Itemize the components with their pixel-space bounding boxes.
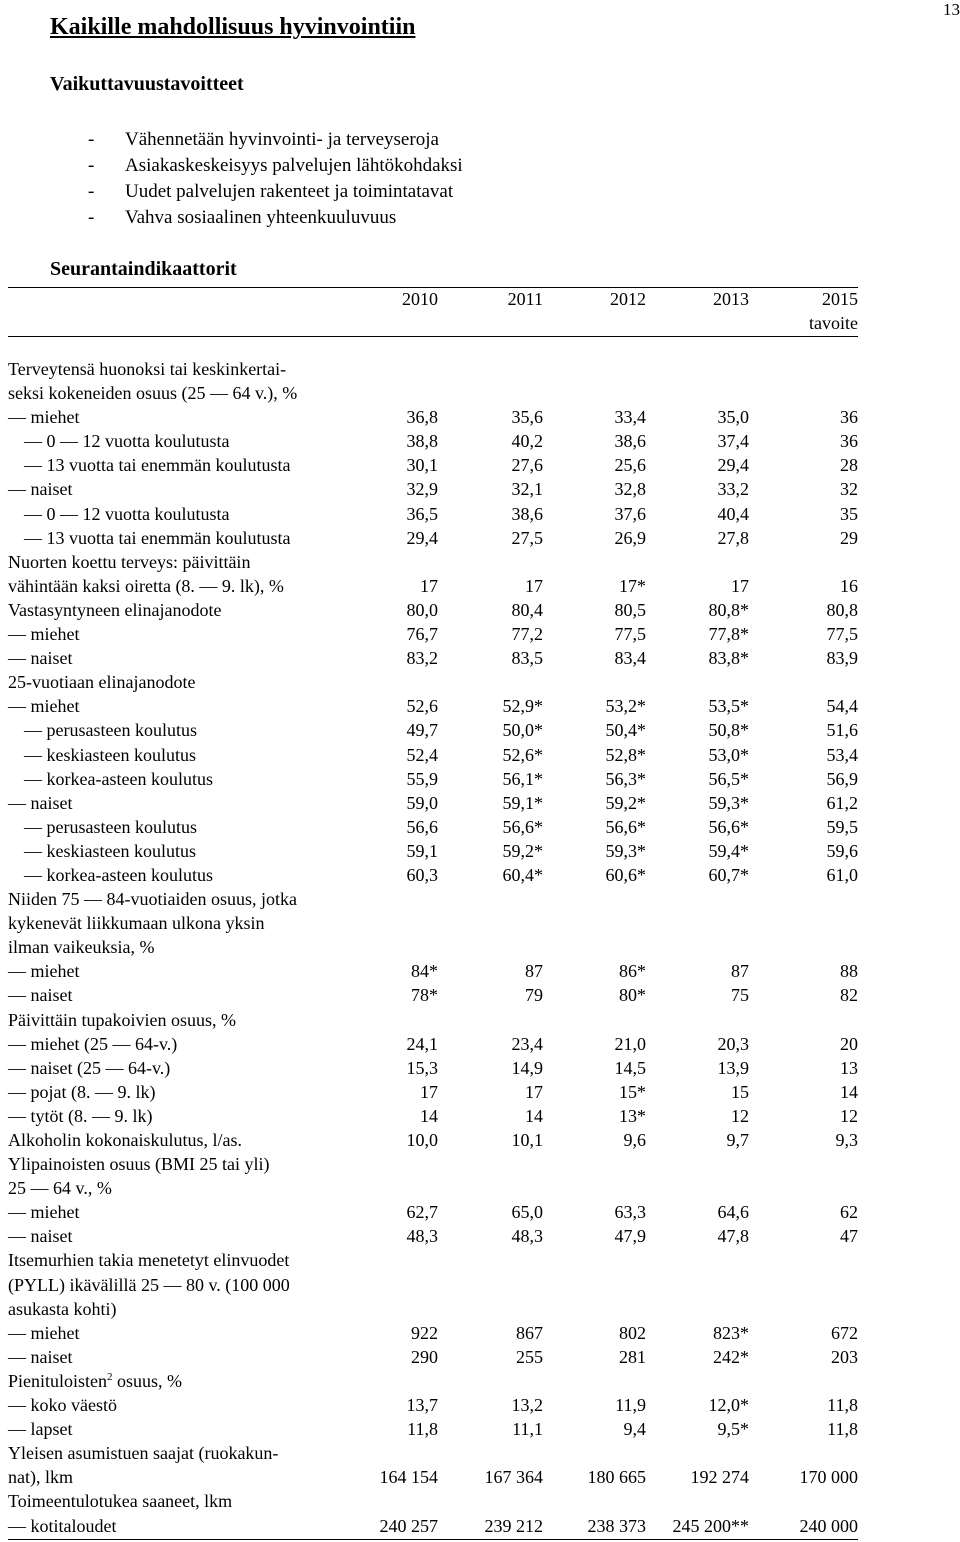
value-cell: 53,5* [708, 696, 749, 717]
value-cell: 56,6 [406, 816, 438, 837]
value-cell: 56,6* [708, 816, 749, 837]
row-label: — miehet [8, 624, 80, 645]
value-cell: 203 [831, 1346, 858, 1367]
value-cell: 86* [619, 961, 646, 982]
value-cell: 15,3 [406, 1057, 438, 1078]
value-cell: 80,4 [511, 599, 543, 620]
value-cell: 12 [731, 1105, 749, 1126]
value-cell: 51,6 [826, 720, 858, 741]
table-row [8, 598, 858, 622]
row-label: Yleisen asumistuen saajat (ruokakun- [8, 1443, 279, 1464]
value-cell: 40,4 [717, 503, 749, 524]
value-cell: 79 [525, 985, 543, 1006]
table-row [8, 767, 858, 791]
indicators-heading: Seurantaindikaattorit [50, 258, 237, 280]
value-cell: 29 [840, 527, 858, 548]
row-label: nat), lkm [8, 1467, 73, 1488]
row-label: — miehet [8, 1322, 80, 1343]
row-label: (PYLL) ikävälillä 25 — 80 v. (100 000 [8, 1274, 290, 1295]
value-cell: 62,7 [406, 1202, 438, 1223]
value-cell: 29,4 [406, 527, 438, 548]
row-label: Nuorten koettu terveys: päivittäin [8, 551, 251, 572]
value-cell: 56,3* [605, 768, 646, 789]
value-cell: 14,5 [614, 1057, 646, 1078]
impact-goals-heading: Vaikuttavuustavoitteet [50, 73, 244, 95]
value-cell: 32,8 [614, 479, 646, 500]
value-cell: 83,8* [708, 648, 749, 669]
value-cell: 88 [840, 961, 858, 982]
value-cell: 14 [420, 1105, 438, 1126]
value-cell: 164 154 [379, 1467, 438, 1488]
table-row [8, 911, 858, 935]
table-row [8, 1032, 858, 1056]
row-label: Niiden 75 — 84-vuotiaiden osuus, jotka [8, 889, 297, 910]
impact-goals-list [88, 127, 463, 231]
column-header-2015-target: 2015 tavoite [809, 289, 858, 333]
value-cell: 170 000 [799, 1467, 858, 1488]
value-cell: 47,8 [717, 1226, 749, 1247]
row-label: 25-vuotiaan elinajanodote [8, 672, 196, 693]
row-label: — perusasteen koulutus [24, 816, 197, 837]
table-row [8, 1465, 858, 1489]
value-cell: 56,9 [826, 768, 858, 789]
value-cell: 14 [840, 1081, 858, 1102]
value-cell: 167 364 [484, 1467, 543, 1488]
value-cell: 29,4 [717, 455, 749, 476]
value-cell: 922 [411, 1322, 438, 1343]
value-cell: 59,2* [605, 792, 646, 813]
value-cell: 60,7* [708, 864, 749, 885]
value-cell: 36,5 [406, 503, 438, 524]
row-label: — korkea-asteen koulutus [24, 864, 213, 885]
value-cell: 52,4 [406, 744, 438, 765]
value-cell: 15 [731, 1081, 749, 1102]
value-cell: 11,9 [615, 1395, 646, 1416]
row-label: — lapset [8, 1419, 73, 1440]
value-cell: 55,9 [406, 768, 438, 789]
value-cell: 672 [831, 1322, 858, 1343]
table-row [8, 477, 858, 501]
value-cell: 32,1 [511, 479, 543, 500]
row-label: kykenevät liikkumaan ulkona yksin [8, 913, 265, 934]
row-label: — 13 vuotta tai enemmän koulutusta [24, 527, 291, 548]
value-cell: 17 [420, 575, 438, 596]
value-cell: 52,6 [406, 696, 438, 717]
value-cell: 13,2 [511, 1395, 543, 1416]
value-cell: 50,4* [605, 720, 646, 741]
value-cell: 77,2 [511, 624, 543, 645]
value-cell: 192 274 [690, 1467, 749, 1488]
table-row [8, 1224, 858, 1248]
table-row [8, 1345, 858, 1369]
row-label: — miehet [8, 1202, 80, 1223]
row-label: Toimeentulotukea saaneet, lkm [8, 1491, 233, 1512]
table-row [8, 983, 858, 1007]
value-cell: 80* [619, 985, 646, 1006]
value-cell: 52,8* [605, 744, 646, 765]
value-cell: 59,1* [502, 792, 543, 813]
table-row [8, 863, 858, 887]
table-row [8, 526, 858, 550]
table-row [8, 1489, 858, 1513]
value-cell: 64,6 [717, 1202, 749, 1223]
goal-item: - Asiakaskeskeisyys palvelujen lähtökohdaksi [88, 155, 463, 176]
column-header-2011: 2011 [507, 289, 543, 309]
value-cell: 17 [525, 575, 543, 596]
value-cell: 33,4 [614, 407, 646, 428]
row-label: vähintään kaksi oiretta (8. — 9. lk), % [8, 575, 284, 596]
table-row [8, 1321, 858, 1345]
value-cell: 240 257 [379, 1515, 438, 1536]
value-cell: 52,6* [502, 744, 543, 765]
row-label: Ylipainoisten osuus (BMI 25 tai yli) [8, 1154, 270, 1175]
value-cell: 13 [840, 1057, 858, 1078]
value-cell: 80,8 [826, 599, 858, 620]
table-row [8, 1369, 858, 1393]
row-label: — naiset [8, 1346, 73, 1367]
value-cell: 242* [713, 1346, 749, 1367]
value-cell: 25,6 [614, 455, 646, 476]
row-label: — miehet [8, 407, 80, 428]
value-cell: 240 000 [799, 1515, 858, 1536]
value-cell: 17 [420, 1081, 438, 1102]
table-row [8, 1152, 858, 1176]
row-label: Alkoholin kokonaiskulutus, l/as. [8, 1130, 242, 1150]
value-cell: 11,8 [407, 1419, 438, 1440]
row-label: — keskiasteen koulutus [24, 840, 196, 861]
value-cell: 53,0* [708, 744, 749, 765]
table-row [8, 1008, 858, 1032]
value-cell: 36,8 [406, 407, 438, 428]
column-header-2013: 2013 [713, 289, 749, 309]
value-cell: 77,8* [708, 624, 749, 645]
value-cell: 9,7 [726, 1130, 749, 1150]
value-cell: 32,9 [406, 479, 438, 500]
value-cell: 75 [731, 985, 749, 1006]
row-label: — miehet (25 — 64-v.) [8, 1033, 178, 1054]
table-row [8, 357, 858, 381]
value-cell: 13* [619, 1105, 646, 1126]
value-cell: 76,7 [406, 624, 438, 645]
column-header-2010: 2010 [402, 289, 438, 309]
value-cell: 56,6* [605, 816, 646, 837]
table-header-rule [8, 336, 858, 337]
value-cell: 24,1 [406, 1033, 438, 1054]
value-cell: 30,1 [406, 455, 438, 476]
table-row [8, 743, 858, 767]
value-cell: 80,8* [708, 599, 749, 620]
goal-item: - Vahva sosiaalinen yhteenkuuluvuus [88, 207, 397, 228]
value-cell: 83,2 [406, 648, 438, 669]
value-cell: 53,4 [826, 744, 858, 765]
value-cell: 38,6 [511, 503, 543, 524]
table-row [8, 959, 858, 983]
row-label: — pojat (8. — 9. lk) [8, 1081, 156, 1102]
value-cell: 180 665 [587, 1467, 646, 1488]
value-cell: 27,5 [511, 527, 543, 548]
row-label: — 0 — 12 vuotta koulutusta [24, 431, 230, 452]
value-cell: 823* [713, 1322, 749, 1343]
table-row [8, 670, 858, 694]
value-cell: 87 [731, 961, 749, 982]
value-cell: 20,3 [717, 1033, 749, 1054]
value-cell: 17* [619, 575, 646, 596]
value-cell: 38,6 [614, 431, 646, 452]
table-row [8, 1080, 858, 1104]
row-label: — kotitaloudet [8, 1515, 117, 1536]
row-label: Terveytensä huonoksi tai keskinkertai- [8, 359, 287, 379]
table-row [8, 1393, 858, 1417]
value-cell: 77,5 [614, 624, 646, 645]
value-cell: 14,9 [511, 1057, 543, 1078]
row-label: — korkea-asteen koulutus [24, 768, 213, 789]
table-row [8, 646, 858, 670]
value-cell: 802 [619, 1322, 646, 1343]
table-bottom-rule [8, 1539, 858, 1540]
row-label: — miehet [8, 696, 80, 717]
value-cell: 83,4 [614, 648, 646, 669]
value-cell: 82 [840, 985, 858, 1006]
row-label: — naiset [8, 985, 73, 1006]
value-cell: 12,0* [708, 1395, 749, 1416]
value-cell: 63,3 [614, 1202, 646, 1223]
row-label: — 13 vuotta tai enemmän koulutusta [24, 455, 291, 476]
value-cell: 10,1 [511, 1130, 543, 1150]
value-cell: 23,4 [511, 1033, 543, 1054]
table-row [8, 453, 858, 477]
row-label: — miehet [8, 961, 80, 982]
row-label: ilman vaikeuksia, % [8, 937, 155, 958]
value-cell: 59,3* [605, 840, 646, 861]
value-cell: 36 [840, 431, 858, 452]
value-cell: 59,6 [826, 840, 858, 861]
value-cell: 80,0 [406, 599, 438, 620]
row-label: — naiset [8, 792, 73, 813]
value-cell: 290 [411, 1346, 438, 1367]
row-label: — perusasteen koulutus [24, 720, 197, 741]
value-cell: 38,8 [406, 431, 438, 452]
value-cell: 13,7 [406, 1395, 438, 1416]
table-row [8, 502, 858, 526]
page-title: Kaikille mahdollisuus hyvinvointiin [50, 14, 416, 40]
row-label: Itsemurhien takia menetetyt elinvuodet [8, 1250, 290, 1271]
value-cell: 12 [840, 1105, 858, 1126]
value-cell: 60,3 [406, 864, 438, 885]
value-cell: 59,4* [708, 840, 749, 861]
value-cell: 65,0 [511, 1202, 543, 1223]
indicator-table-body [8, 357, 858, 1538]
value-cell: 36 [840, 407, 858, 428]
row-label: — koko väestö [8, 1395, 117, 1416]
table-row [8, 429, 858, 453]
goal-item: - Uudet palvelujen rakenteet ja toimintatavat [88, 181, 454, 202]
value-cell: 56,5* [708, 768, 749, 789]
row-label: — naiset (25 — 64-v.) [8, 1057, 171, 1078]
value-cell: 47,9 [614, 1226, 646, 1247]
value-cell: 11,8 [827, 1419, 858, 1440]
value-cell: 28 [840, 455, 858, 476]
value-cell: 27,8 [717, 527, 749, 548]
value-cell: 17 [525, 1081, 543, 1102]
value-cell: 21,0 [614, 1033, 646, 1054]
table-row [8, 718, 858, 742]
value-cell: 15* [619, 1081, 646, 1102]
value-cell: 37,4 [717, 431, 749, 452]
value-cell: 80,5 [614, 599, 646, 620]
row-label: seksi kokeneiden osuus (25 — 64 v.), % [8, 383, 298, 404]
table-row [8, 1128, 858, 1152]
row-label: — keskiasteen koulutus [24, 744, 196, 765]
value-cell: 61,0 [826, 864, 858, 885]
row-label: — naiset [8, 1226, 73, 1247]
table-row [8, 887, 858, 911]
table-row [8, 550, 858, 574]
value-cell: 239 212 [484, 1515, 543, 1536]
row-label: asukasta kohti) [8, 1298, 117, 1319]
value-cell: 11,1 [512, 1419, 543, 1440]
table-row [8, 1200, 858, 1224]
value-cell: 59,2* [502, 840, 543, 861]
value-cell: 33,2 [717, 479, 749, 500]
value-cell: 61,2 [826, 792, 858, 813]
value-cell: 87 [525, 961, 543, 982]
value-cell: 52,9* [502, 696, 543, 717]
row-label: — 0 — 12 vuotta koulutusta [24, 503, 230, 524]
value-cell: 47 [840, 1226, 858, 1247]
value-cell: 32 [840, 479, 858, 500]
table-row [8, 1441, 858, 1465]
value-cell: 50,0* [502, 720, 543, 741]
value-cell: 59,1 [406, 840, 438, 861]
value-cell: 48,3 [511, 1226, 543, 1247]
table-row [8, 1417, 858, 1441]
row-label: 25 — 64 v., % [8, 1178, 112, 1199]
row-label: — tytöt (8. — 9. lk) [8, 1105, 153, 1126]
column-header-2012: 2012 [610, 289, 646, 309]
value-cell: 62 [840, 1202, 858, 1223]
row-label: — naiset [8, 479, 73, 500]
value-cell: 40,2 [511, 431, 543, 452]
table-row [8, 935, 858, 959]
row-label: Pienituloisten$^2$ osuus, % [8, 1370, 183, 1391]
table-row [8, 839, 858, 863]
table-row [8, 1176, 858, 1200]
value-cell: 35 [840, 503, 858, 524]
page-number: 13 [943, 0, 960, 19]
value-cell: 35,6 [511, 407, 543, 428]
value-cell: 50,8* [708, 720, 749, 741]
value-cell: 77,5 [826, 624, 858, 645]
row-label: — naiset [8, 648, 73, 669]
value-cell: 16 [840, 575, 858, 596]
value-cell: 60,6* [605, 864, 646, 885]
value-cell: 56,1* [502, 768, 543, 789]
table-row [8, 791, 858, 815]
value-cell: 9,5* [717, 1419, 749, 1440]
value-cell: 26,9 [614, 527, 646, 548]
value-cell: 83,5 [511, 648, 543, 669]
table-row [8, 1514, 858, 1538]
value-cell: 20 [840, 1033, 858, 1054]
value-cell: 14 [525, 1105, 543, 1126]
value-cell: 83,9 [826, 648, 858, 669]
value-cell: 56,6* [502, 816, 543, 837]
value-cell: 37,6 [614, 503, 646, 524]
table-row [8, 1104, 858, 1128]
value-cell: 54,4 [826, 696, 858, 717]
value-cell: 49,7 [406, 720, 438, 741]
value-cell: 245 200** [672, 1515, 749, 1536]
value-cell: 35,0 [717, 407, 749, 428]
table-row [8, 815, 858, 839]
row-label: Päivittäin tupakoivien osuus, % [8, 1009, 236, 1030]
value-cell: 48,3 [406, 1226, 438, 1247]
table-row [8, 1297, 858, 1321]
value-cell: 281 [619, 1346, 646, 1367]
value-cell: 59,0 [406, 792, 438, 813]
value-cell: 53,2* [605, 696, 646, 717]
value-cell: 9,4 [623, 1419, 646, 1440]
table-row [8, 694, 858, 718]
table-row [8, 622, 858, 646]
value-cell: 255 [516, 1346, 543, 1367]
value-cell: 59,5 [826, 816, 858, 837]
value-cell: 27,6 [511, 455, 543, 476]
value-cell: 9,6 [623, 1130, 646, 1150]
table-row [8, 1248, 858, 1272]
value-cell: 60,4* [502, 864, 543, 885]
value-cell: 84* [411, 961, 438, 982]
row-label: Vastasyntyneen elinajanodote [8, 599, 222, 620]
table-row [8, 1056, 858, 1080]
value-cell: 10,0 [406, 1130, 438, 1150]
value-cell: 78* [411, 985, 438, 1006]
table-row [8, 1273, 858, 1297]
table-row [8, 574, 858, 598]
value-cell: 238 373 [587, 1515, 646, 1536]
goal-item: - Vähennetään hyvinvointi- ja terveyseroja [88, 129, 439, 150]
value-cell: 867 [516, 1322, 543, 1343]
value-cell: 59,3* [708, 792, 749, 813]
table-row [8, 381, 858, 405]
value-cell: 11,8 [827, 1395, 858, 1416]
value-cell: 17 [731, 575, 749, 596]
value-cell: 13,9 [717, 1057, 749, 1078]
table-row [8, 405, 858, 429]
value-cell: 9,3 [835, 1130, 858, 1150]
